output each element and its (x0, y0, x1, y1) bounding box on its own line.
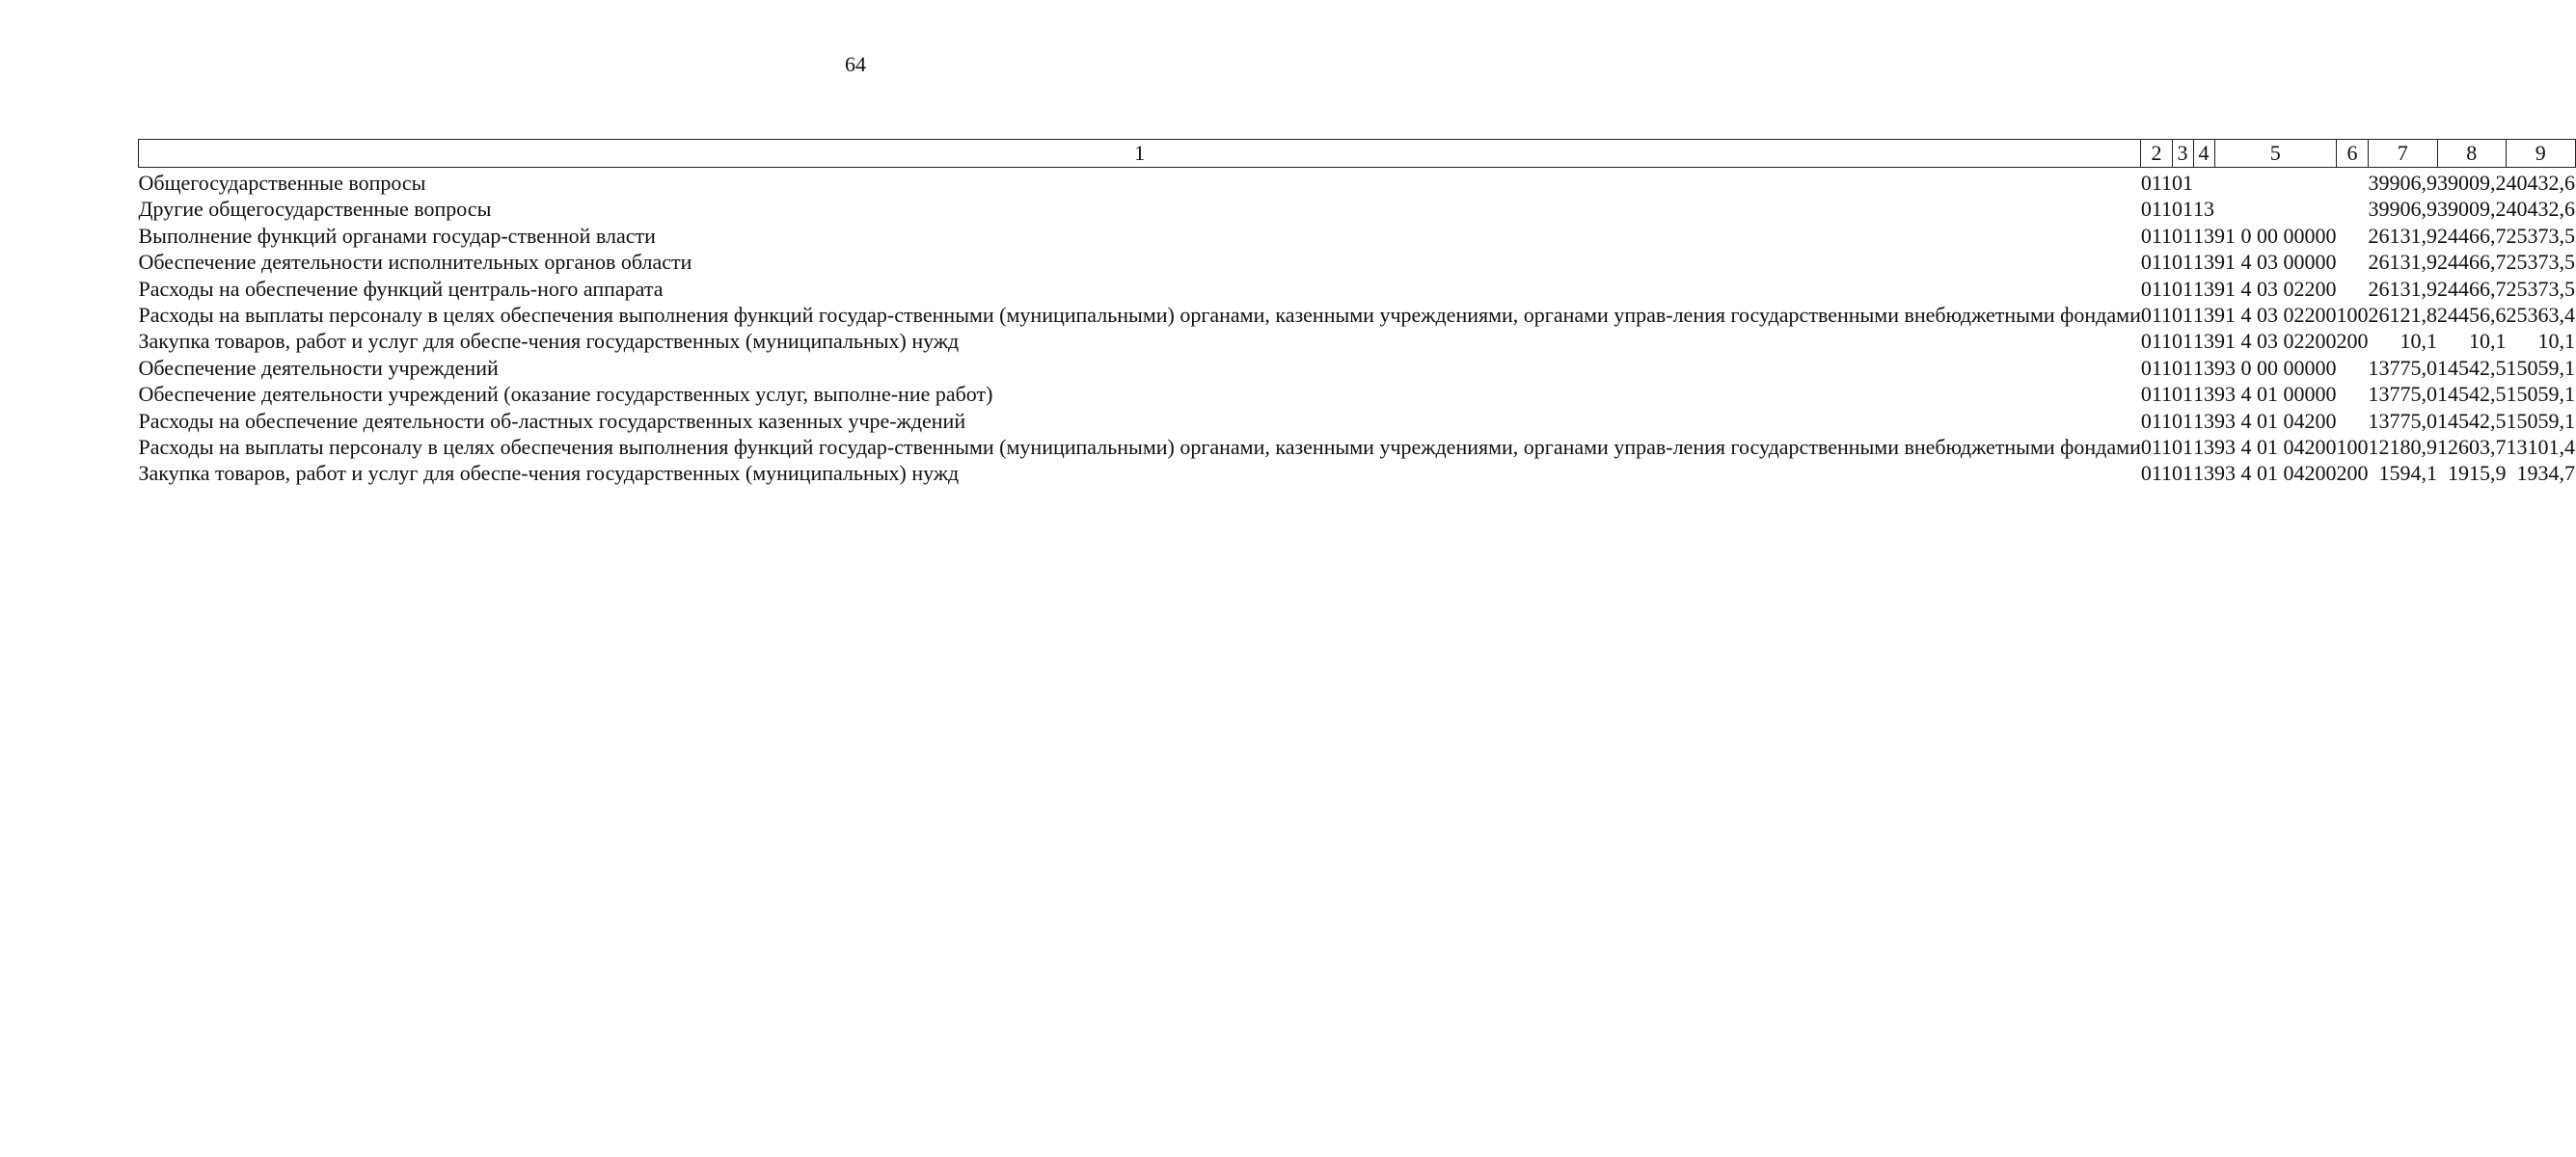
row-name-cell: Закупка товаров, работ и услуг для обеспе-чения государственных (муниципальных) нужд (138, 461, 960, 486)
row-value-cell-5: 91 4 03 00000 (2214, 250, 2337, 275)
table-row (139, 381, 2576, 407)
row-name-cell: Другие общегосударственные вопросы (138, 197, 492, 222)
row-value-cell-4: 13 (2193, 223, 2215, 248)
row-name-cell: Обеспечение деятельности учреждений (138, 355, 499, 380)
row-value-cell-9: 1934,7 (2516, 461, 2576, 486)
row-value-cell-6 (2337, 276, 2369, 302)
row-value-cell-6 (2337, 381, 2369, 407)
row-value-cell-5: 93 4 01 04200 (2214, 408, 2337, 433)
row-value-cell-4 (2193, 168, 2214, 197)
row-value-cell-5: 93 4 01 00000 (2214, 382, 2337, 407)
table-row (139, 276, 2576, 302)
row-value-cell-3: 01 (2172, 223, 2194, 248)
row-value-cell-5: 91 0 00 00000 (2214, 223, 2337, 248)
row-value-cell-6: 100 (2336, 303, 2369, 328)
row-value-cell-7: 39906,9 (2368, 171, 2438, 195)
row-value-cell-3: 01 (2172, 276, 2194, 301)
row-value-cell-3: 01 (2172, 250, 2194, 275)
header-col-8: 8 (2437, 140, 2507, 168)
table-body (139, 168, 2576, 487)
row-value-cell-8: 24466,7 (2437, 223, 2507, 248)
row-name-cell: Выполнение функций органами государ-ственной власти (138, 223, 656, 248)
row-value-cell-7: 10,1 (2400, 329, 2438, 354)
table-row (139, 223, 2576, 249)
row-value-cell-4: 13 (2193, 355, 2215, 380)
row-value-cell-7: 26121,8 (2368, 303, 2438, 328)
header-col-1: 1 (139, 140, 2141, 168)
header-col-7: 7 (2369, 140, 2438, 168)
row-value-cell-8: 39009,2 (2437, 171, 2507, 195)
row-value-cell-6: 200 (2336, 329, 2369, 354)
table-row (139, 168, 2576, 197)
row-value-cell-8: 14542,5 (2437, 355, 2507, 380)
table-row (139, 328, 2576, 354)
row-name-cell: Расходы на обеспечение функций централь-ного аппарата (138, 276, 664, 301)
row-value-cell-8: 10,1 (2469, 329, 2507, 354)
budget-table (138, 139, 2576, 487)
row-value-cell-5 (2214, 168, 2337, 197)
row-value-cell-7: 26131,9 (2368, 223, 2438, 248)
row-value-cell-4: 13 (2193, 461, 2215, 486)
row-value-cell-3: 01 (2172, 435, 2194, 460)
row-value-cell-6: 100 (2336, 435, 2369, 460)
table-row (139, 408, 2576, 434)
row-value-cell-9: 13101,4 (2506, 435, 2576, 460)
row-value-cell-3: 01 (2172, 382, 2194, 407)
row-value-cell-2: 011 (2140, 408, 2173, 433)
row-name-cell: Общегосударственные вопросы (138, 171, 426, 195)
row-value-cell-9: 15059,1 (2506, 355, 2576, 380)
header-col-3: 3 (2172, 140, 2193, 168)
row-value-cell-7: 26131,9 (2368, 276, 2438, 301)
row-value-cell-9: 25373,5 (2506, 223, 2576, 248)
row-value-cell-5: 91 4 03 02200 (2214, 303, 2337, 328)
row-value-cell-5: 93 0 00 00000 (2214, 355, 2337, 380)
row-value-cell-6 (2337, 223, 2369, 249)
row-value-cell-9: 25363,4 (2506, 303, 2576, 328)
row-value-cell-9: 40432,6 (2506, 197, 2576, 222)
row-value-cell-4: 13 (2193, 435, 2215, 460)
row-value-cell-7: 12180,9 (2368, 435, 2438, 460)
row-value-cell-8: 1915,9 (2448, 461, 2507, 486)
row-value-cell-3: 01 (2172, 329, 2194, 354)
row-value-cell-4: 13 (2193, 197, 2215, 222)
header-col-5: 5 (2214, 140, 2337, 168)
row-value-cell-4: 13 (2193, 303, 2215, 328)
row-value-cell-2: 011 (2140, 461, 2173, 486)
row-value-cell-4: 13 (2193, 250, 2215, 275)
row-value-cell-5: 93 4 01 04200 (2214, 461, 2337, 486)
row-value-cell-7: 26131,9 (2368, 250, 2438, 275)
row-value-cell-8: 39009,2 (2437, 197, 2507, 222)
row-value-cell-9: 10,1 (2537, 329, 2576, 354)
row-value-cell-7: 13775,0 (2368, 355, 2438, 380)
row-value-cell-6 (2337, 249, 2369, 275)
row-value-cell-9: 15059,1 (2506, 382, 2576, 407)
row-name-cell: Расходы на выплаты персоналу в целях обеспечения выполнения функций государ-ственными (муниципальными) органами, казенными учреждениями, органами управ-ления государственными внебюджетными фондами (138, 303, 2141, 328)
row-value-cell-2: 011 (2140, 303, 2173, 328)
row-value-cell-4: 13 (2193, 276, 2215, 301)
row-value-cell-4: 13 (2193, 329, 2215, 354)
table-row (139, 249, 2576, 275)
row-value-cell-6 (2337, 408, 2369, 434)
row-value-cell-3: 01 (2172, 171, 2194, 195)
row-value-cell-3: 01 (2172, 461, 2194, 486)
row-value-cell-5: 91 4 03 02200 (2214, 276, 2337, 301)
header-col-2: 2 (2141, 140, 2172, 168)
row-value-cell-9: 40432,6 (2506, 171, 2576, 195)
row-value-cell-5: 93 4 01 04200 (2214, 435, 2337, 460)
row-value-cell-7: 1594,1 (2378, 461, 2438, 486)
page-number: 64 (845, 52, 866, 76)
row-name-cell: Расходы на обеспечение деятельности об-ластных государственных казенных учре-ждений (138, 408, 966, 433)
row-value-cell-3: 01 (2172, 303, 2194, 328)
row-value-cell-2: 011 (2140, 329, 2173, 354)
row-value-cell-6 (2337, 196, 2369, 222)
table-row (139, 355, 2576, 381)
table-row (139, 196, 2576, 222)
row-value-cell-2: 011 (2140, 276, 2173, 301)
row-value-cell-5: 91 4 03 02200 (2214, 329, 2337, 354)
row-value-cell-8: 14542,5 (2437, 408, 2507, 433)
row-value-cell-4: 13 (2193, 408, 2215, 433)
row-value-cell-2: 011 (2140, 171, 2173, 195)
row-value-cell-2: 011 (2140, 250, 2173, 275)
row-value-cell-9: 15059,1 (2506, 408, 2576, 433)
row-value-cell-9: 25373,5 (2506, 276, 2576, 301)
row-value-cell-3: 01 (2172, 408, 2194, 433)
table-row (139, 434, 2576, 460)
row-value-cell-8: 24466,7 (2437, 276, 2507, 301)
row-value-cell-8: 14542,5 (2437, 382, 2507, 407)
row-value-cell-9: 25373,5 (2506, 250, 2576, 275)
header-col-9: 9 (2507, 140, 2576, 168)
row-value-cell-2: 011 (2140, 435, 2173, 460)
row-value-cell-7: 13775,0 (2368, 382, 2438, 407)
table-row (139, 460, 2576, 486)
row-value-cell-3: 01 (2172, 197, 2194, 222)
row-value-cell-8: 24466,7 (2437, 250, 2507, 275)
row-name-cell: Расходы на выплаты персоналу в целях обеспечения выполнения функций государ-ственными (муниципальными) органами, казенными учреждениями, органами управ-ления государственными внебюджетными фондами (138, 435, 2141, 460)
row-value-cell-2: 011 (2140, 382, 2173, 407)
row-value-cell-2: 011 (2140, 223, 2173, 248)
row-value-cell-2: 011 (2140, 197, 2173, 222)
row-value-cell-5 (2214, 196, 2337, 222)
row-name-cell: Закупка товаров, работ и услуг для обеспе-чения государственных (муниципальных) нужд (138, 329, 960, 354)
row-value-cell-8: 24456,6 (2437, 303, 2507, 328)
header-col-4: 4 (2193, 140, 2214, 168)
header-row (139, 140, 2576, 168)
row-value-cell-7: 13775,0 (2368, 408, 2438, 433)
row-value-cell-4: 13 (2193, 382, 2215, 407)
row-value-cell-3: 01 (2172, 355, 2194, 380)
row-value-cell-7: 39906,9 (2368, 197, 2438, 222)
table-row (139, 302, 2576, 328)
row-name-cell: Обеспечение деятельности учреждений (оказание государственных услуг, выполне-ние работ) (138, 382, 993, 407)
row-value-cell-6 (2337, 355, 2369, 381)
header-col-6: 6 (2337, 140, 2369, 168)
row-value-cell-6 (2337, 168, 2369, 197)
row-name-cell: Обеспечение деятельности исполнительных органов области (138, 250, 692, 275)
row-value-cell-8: 12603,7 (2437, 435, 2507, 460)
row-value-cell-6: 200 (2336, 461, 2369, 486)
row-value-cell-2: 011 (2140, 355, 2173, 380)
